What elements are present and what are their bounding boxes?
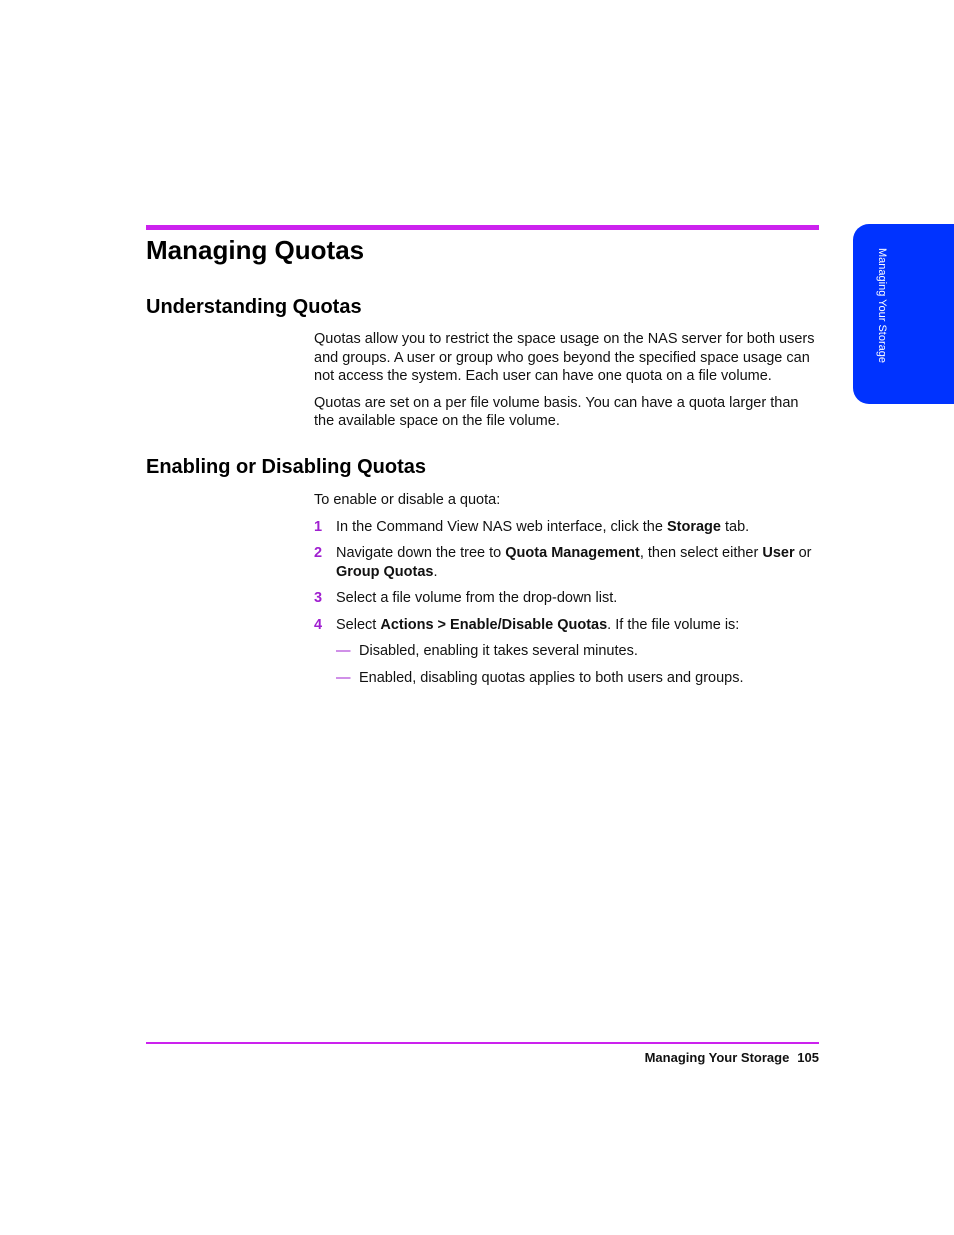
page-footer [645,1049,819,1067]
intro-text: To enable or disable a quota: [314,492,501,508]
section-heading-enabling: Enabling or Disabling Quotas [146,456,427,478]
step-text: , then select either [639,545,763,561]
dash-bullet: — [336,669,351,686]
chapter-rule [146,225,819,230]
step-number: 2 [314,545,323,561]
step-item [314,616,820,635]
ui-term: Storage [666,518,721,535]
step-text: or [794,545,812,561]
enabling-body [314,491,820,695]
step-text: Navigate down the tree to [336,545,506,561]
footer-section-title: Managing Your Storage [644,1050,790,1065]
chapter-side-tab [853,224,954,404]
step-text: tab. [720,518,750,535]
page-number: 105 [797,1050,819,1065]
understanding-body [314,330,820,439]
side-tab-label: Managing Your Storage [876,248,888,363]
page-title: Managing Quotas [146,235,365,265]
ui-term: Group Quotas [336,563,434,580]
step-item [314,544,820,581]
ui-term: Quota Management [505,545,640,561]
paragraph: Quotas allow you to restrict the space usage on the NAS server for both users and groups. A user or group who goes beyond the specified space usage can not access the system. Each user can have one quota on a file volume. [314,331,815,384]
substep-item [314,642,820,661]
section-heading-understanding: Understanding Quotas [146,296,362,318]
step-number: 4 [314,616,323,633]
step-number: 1 [314,518,323,535]
step-text: . If the file volume is: [607,616,740,633]
paragraph: Quotas are set on a per file volume basis. You can have a quota larger than the available space on the file volume. [314,394,799,429]
ui-term: Actions > Enable/Disable Quotas [380,616,608,633]
step-item [314,589,820,608]
dash-bullet: — [336,643,351,659]
step-number: 3 [314,590,323,606]
footer-rule [146,1042,819,1044]
step-text: Select a file volume from the drop-down list. [336,590,618,606]
substep-item [314,669,820,688]
substep-text: Enabled, disabling quotas applies to both users and groups. [359,669,744,686]
substep-text: Disabled, enabling it takes several minutes. [359,643,638,659]
step-item [314,518,820,537]
step-text: In the Command View NAS web interface, click the [336,518,667,535]
ui-term: User [762,545,795,561]
step-text: . [433,563,438,580]
step-text: Select [336,616,381,633]
